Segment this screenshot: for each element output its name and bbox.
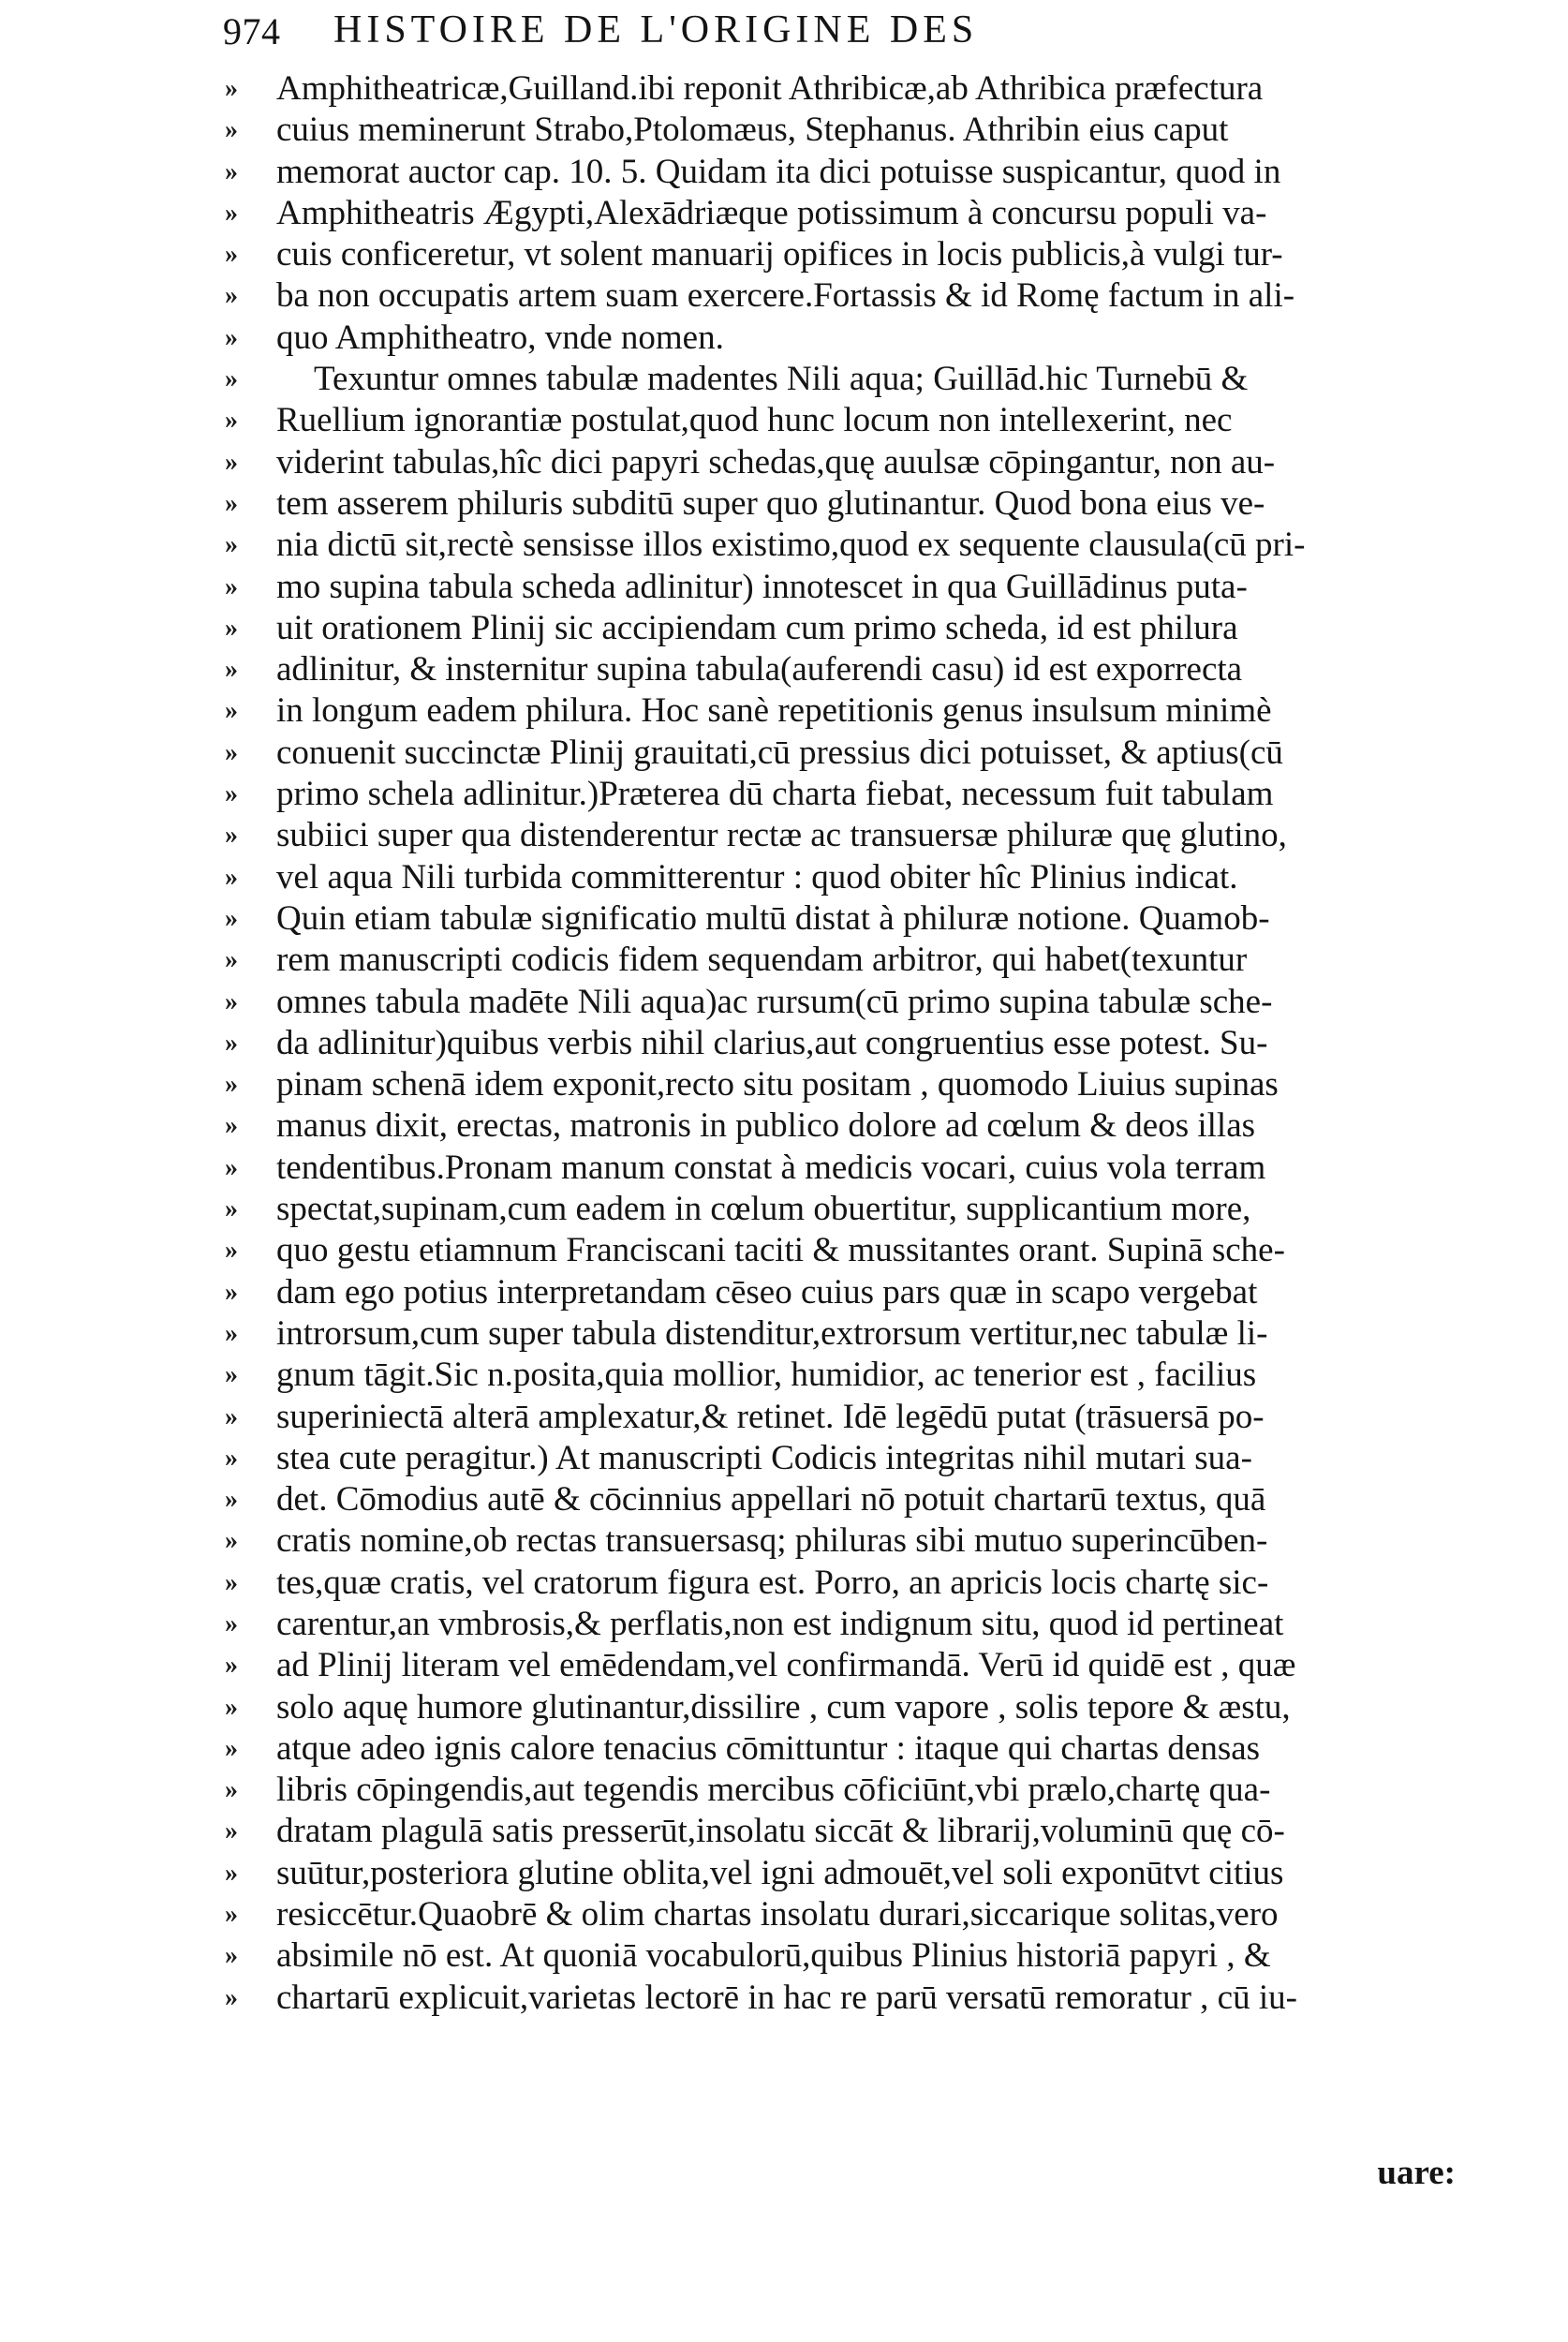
text-line [225,1935,1442,1977]
quote-marker: » [225,1982,238,2012]
text-line [225,442,1442,483]
line-text: tem asserem philuris subditū super quo glutinantur. Quod bona eius ve- [276,483,1265,523]
line-text: da adlinitur)quibus verbis nihil clarius,aut congruentius esse potest. Su- [276,1023,1268,1062]
catchword: uare: [1377,2154,1456,2192]
text-line [225,567,1442,608]
text-line [225,815,1442,856]
quote-marker: » [225,115,238,145]
quote-marker: » [225,281,238,311]
line-text: cuius meminerunt Strabo,Ptolomæus, Stephanus. Athribin eius caput [276,111,1229,150]
quote-marker: » [225,1236,238,1266]
text-line [225,1853,1442,1894]
text-line [225,1313,1442,1355]
text-line [225,234,1442,275]
quote-marker: » [225,1692,238,1722]
text-line [225,608,1442,649]
line-text: subiici super qua distenderentur rectæ ac transuersæ philuræ quę glutino, [276,816,1287,855]
quote-marker: » [225,1733,238,1763]
text-line [225,1978,1442,2019]
line-text: absimile nō est. At quoniā vocabulorū,quibus Plinius historiā papyri , & [276,1936,1271,1976]
quote-marker: » [225,488,238,518]
line-text: introrsum,cum super tabula distenditur,extrorsum vertitur,nec tabulæ li- [276,1313,1268,1353]
quote-marker: » [225,74,238,103]
quote-marker: » [225,903,238,933]
line-text: atque adeo ignis calore tenacius cōmittuntur : itaque qui chartas densas [276,1728,1261,1768]
text-line [225,1272,1442,1313]
text-line [225,1479,1442,1520]
text-line [225,1563,1442,1604]
line-text: mo supina tabula scheda adlinitur) innotescet in qua Guillādinus puta- [276,567,1248,606]
line-text: in longum eadem philura. Hoc sanè repetitionis genus insulsum minimè [276,691,1272,731]
quote-marker: » [225,1816,238,1846]
text-line [225,318,1442,359]
line-text: uit orationem Plinij sic accipiendam cum primo scheda, id est philura [276,608,1238,647]
text-line [225,649,1442,690]
text-line [225,1728,1442,1770]
quote-marker: » [225,779,238,809]
quote-marker: » [225,1567,238,1597]
quote-marker: » [225,1318,238,1348]
quote-marker: » [225,1651,238,1681]
quote-marker: » [225,1194,238,1224]
text-line [225,1645,1442,1686]
text-line [225,774,1442,815]
quote-marker: » [225,1277,238,1307]
quote-marker: » [225,945,238,975]
text-line [225,857,1442,898]
line-text: quo gestu etiamnum Franciscani taciti & mussitantes orant. Supinā sche- [276,1231,1285,1270]
line-text: stea cute peragitur.) At manuscripti Codicis integritas nihil mutari sua- [276,1438,1252,1477]
line-text: tes,quæ cratis, vel cratorum figura est. Porro, an apricis locis chartę sic- [276,1563,1269,1602]
text-line [225,1397,1442,1438]
line-text: viderint tabulas,hîc dici papyri schedas,quę auulsæ cōpingantur, non au- [276,442,1276,482]
line-text: tendentibus.Pronam manum constat à medicis vocari, cuius vola terram [276,1148,1266,1187]
quote-marker: » [225,1608,238,1638]
page-number: 974 [223,10,281,52]
text-line [225,982,1442,1023]
line-text: memorat auctor cap. 10. 5. Quidam ita dici potuisse suspicantur, quod in [276,152,1281,191]
text-line [225,68,1442,110]
line-text: suūtur,posteriora glutine oblita,vel igni admouēt,vel soli exponūtvt citius [276,1853,1284,1892]
text-line [225,483,1442,525]
text-line [225,1604,1442,1645]
text-line [225,359,1442,400]
line-text: Amphitheatris Ægypti,Alexādriæque potissimum à concursu populi va- [276,193,1267,232]
line-text: cratis nomine,ob rectas transuersasq; philuras sibi mutuo superincūben- [276,1521,1268,1561]
line-text: resiccētur.Quaobrē & olim chartas insolatu durari,siccarique solitas,vero [276,1895,1279,1934]
line-text: chartarū explicuit,varietas lectorē in hac re parū versatū remoratur , cū iu- [276,1978,1297,2017]
text-line [225,1064,1442,1105]
text-line [225,152,1442,193]
line-text: Ruellium ignorantiæ postulat,quod hunc locum non intellexerint, nec [276,401,1233,440]
quote-marker: » [225,1111,238,1141]
text-line [225,940,1442,981]
line-text: libris cōpingendis,aut tegendis mercibus cōficiūnt,vbi prælo,chartę qua- [276,1771,1271,1810]
quote-marker: » [225,322,238,352]
line-text: carentur,an vmbrosis,& perflatis,non est indignum situ, quod id pertineat [276,1604,1284,1643]
quote-marker: » [225,1070,238,1100]
quote-marker: » [225,1360,238,1390]
line-text: quo Amphitheatro, vnde nomen. [276,318,724,357]
quote-marker: » [225,986,238,1016]
quote-marker: » [225,198,238,228]
text-line [225,1894,1442,1935]
text-line [225,400,1442,441]
text-line [225,1105,1442,1147]
text-line [225,898,1442,940]
body-text [225,68,1442,2019]
line-text: omnes tabula madēte Nili aqua)ac rursum(cū primo supina tabulæ sche- [276,982,1273,1021]
running-head: HISTOIRE DE L'ORIGINE DES [333,8,979,52]
line-text: Quin etiam tabulæ significatio multū distat à philuræ notione. Quamob- [276,898,1270,938]
text-line [225,275,1442,317]
line-text: nia dictū sit,rectè sensisse illos existimo,quod ex sequente clausula(cū pri- [276,526,1306,565]
page-header [223,6,1469,62]
quote-marker: » [225,1858,238,1888]
quote-marker: » [225,821,238,851]
line-text: cuis conficeretur, vt solent manuarij opifices in locis publicis,à vulgi tur- [276,235,1283,274]
line-text: Texuntur omnes tabulæ madentes Nili aqua; Guillād.hic Turnebū & [314,360,1249,399]
quote-marker: » [225,364,238,394]
text-line [225,1023,1442,1064]
quote-marker: » [225,1443,238,1473]
text-line [225,1438,1442,1479]
quote-marker: » [225,1152,238,1182]
quote-marker: » [225,737,238,767]
quote-marker: » [225,1401,238,1431]
line-text: det. Cōmodius autē & cōcinnius appellari nō potuit chartarū textus, quā [276,1480,1266,1519]
quote-marker: » [225,1485,238,1515]
line-text: primo schela adlinitur.)Præterea dū charta fiebat, necessum fuit tabulam [276,775,1274,814]
text-line [225,690,1442,732]
quote-marker: » [225,571,238,601]
quote-marker: » [225,530,238,560]
quote-marker: » [225,613,238,643]
line-text: adlinitur, & insternitur supina tabula(auferendi casu) id est exporrecta [276,650,1243,689]
text-line [225,733,1442,774]
quote-marker: » [225,862,238,892]
text-line [225,1520,1442,1562]
line-text: ad Plinij literam vel emēdendam,vel confirmandā. Verū id quidē est , quæ [276,1646,1296,1685]
text-line [225,1811,1442,1852]
line-text: Amphitheatricæ,Guilland.ibi reponit Athribicæ,ab Athribica præfectura [276,69,1264,108]
quote-marker: » [225,1900,238,1930]
line-text: manus dixit, erectas, matronis in publico dolore ad cœlum & deos illas [276,1106,1256,1146]
quote-marker: » [225,240,238,270]
quote-marker: » [225,1941,238,1971]
text-line [225,1687,1442,1728]
quote-marker: » [225,447,238,477]
text-line [225,1189,1442,1230]
line-text: superiniectā alterā amplexatur,& retinet. Idē legēdū putat (trāsuersā po- [276,1397,1265,1436]
text-line [225,525,1442,566]
line-text: dratam plagulā satis presserūt,insolatu siccāt & librarij,voluminū quę cō- [276,1812,1285,1851]
text-line [225,193,1442,234]
quote-marker: » [225,1775,238,1805]
line-text: conuenit succinctæ Plinij grauitati,cū pressius dici potuisset, & aptius(cū [276,733,1283,772]
quote-marker: » [225,655,238,685]
line-text: vel aqua Nili turbida committerentur : quod obiter hîc Plinius indicat. [276,857,1238,897]
quote-marker: » [225,696,238,726]
line-text: gnum tāgit.Sic n.posita,quia mollior, humidior, ac tenerior est , facilius [276,1356,1257,1395]
line-text: pinam schenā idem exponit,recto situ positam , quomodo Liuius supinas [276,1065,1279,1104]
quote-marker: » [225,406,238,436]
line-text: ba non occupatis artem suam exercere.Fortassis & id Romę factum in ali- [276,276,1295,316]
quote-marker: » [225,1028,238,1058]
text-line [225,1770,1442,1811]
text-line [225,1355,1442,1396]
text-line [225,1148,1442,1189]
line-text: spectat,supinam,cum eadem in cœlum obuertitur, supplicantium more, [276,1190,1251,1229]
line-text: solo aquę humore glutinantur,dissilire , cum vapore , solis tepore & æstu, [276,1687,1291,1727]
text-line [225,1230,1442,1271]
quote-marker: » [225,1526,238,1556]
quote-marker: » [225,156,238,186]
line-text: dam ego potius interpretandam cēseo cuius pars quæ in scapo vergebat [276,1272,1258,1312]
line-text: rem manuscripti codicis fidem sequendam arbitror, qui habet(texuntur [276,941,1248,980]
text-line [225,110,1442,151]
